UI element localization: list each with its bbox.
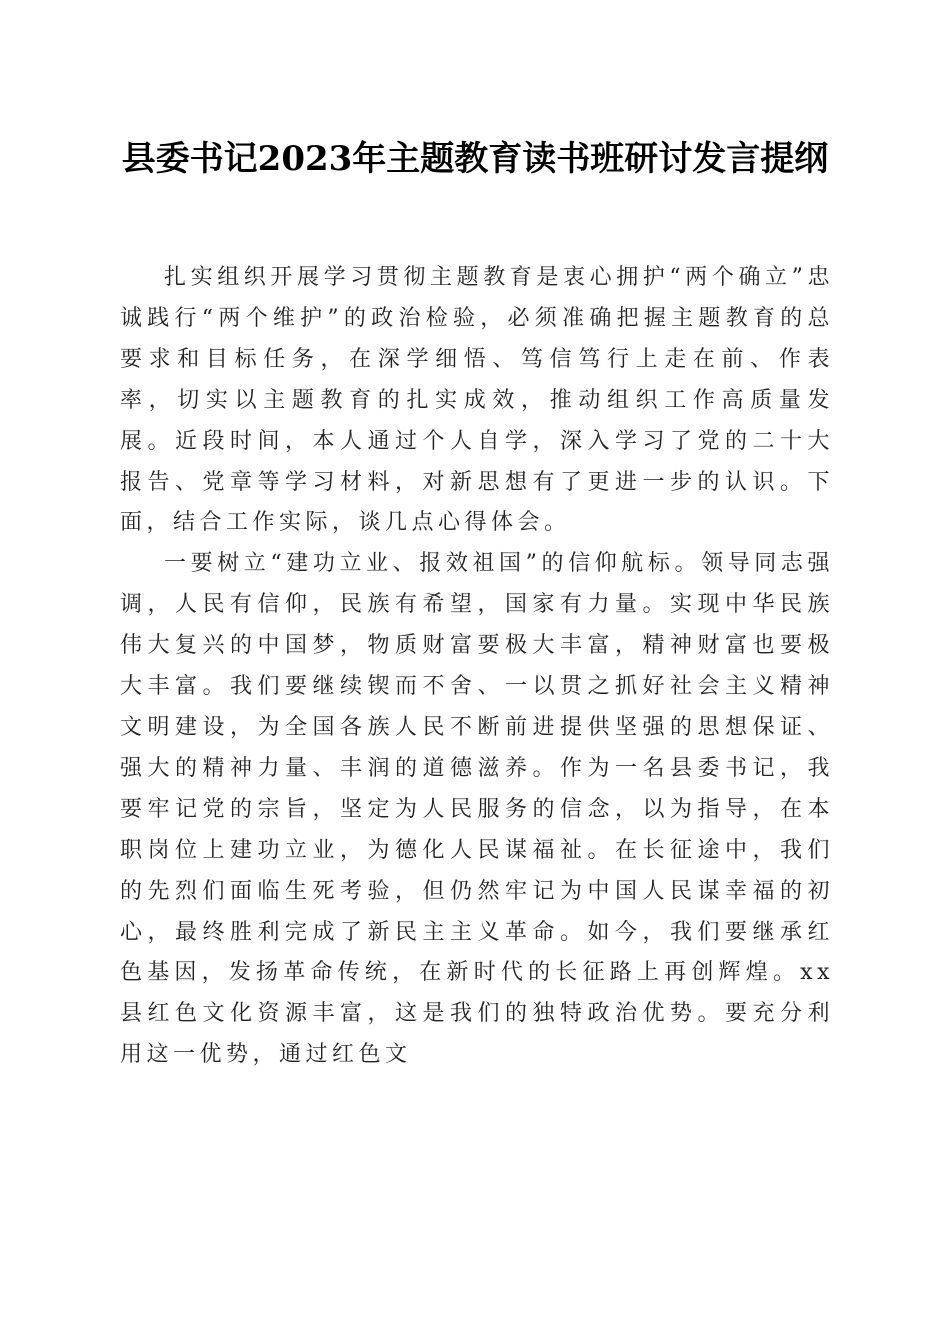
paragraph-intro: 扎实组织开展学习贯彻主题教育是衷心拥护“两个确立”忠诚践行“两个维护”的政治检验，必须准确把握主题教育的总要求和目标任务，在深学细悟、笃信笃行上走在前、作表率，切实以主题教育的扎实成效，推动组织工作高质量发展。近段时间，本人通过个人自学，深入学习了党的二十大报告、党章等学习材料，对新思想有了更进一步的认识。下面，结合工作实际，谈几点心得体会。 — [120, 265, 834, 536]
paragraph-point-one: 一要树立“建功立业、报效祖国”的信仰航标。领导同志强调，人民有信仰，民族有希望，国家有力量。实现中华民族伟大复兴的中国梦，物质财富要极大丰富，精神财富也要极大丰富。我们要继续锲而不舍、一以贯之抓好社会主义精神文明建设，为全国各族人民不断前进提供坚强的思想保证、强大的精神力量、丰润的道德滋养。作为一名县委书记，我要牢记党的宗旨，坚定为人民服务的信念，以为指导，在本职岗位上建功立业，为德化人民谋福祉。在长征途中，我们的先烈们面临生死考验，但仍然牢记为中国人民谋幸福的初心，最终胜利完成了新民主主义革命。如今，我们要继承红色基因，发扬革命传统，在新时代的长征路上再创辉煌。xx县红色文化资源丰富，这是我们的独特政治优势。要充分利用这一优势，通过红色文 — [120, 551, 834, 1068]
document-body — [120, 258, 834, 1076]
document-title: 县委书记2023年主题教育读书班研讨发言提纲 — [121, 139, 829, 179]
